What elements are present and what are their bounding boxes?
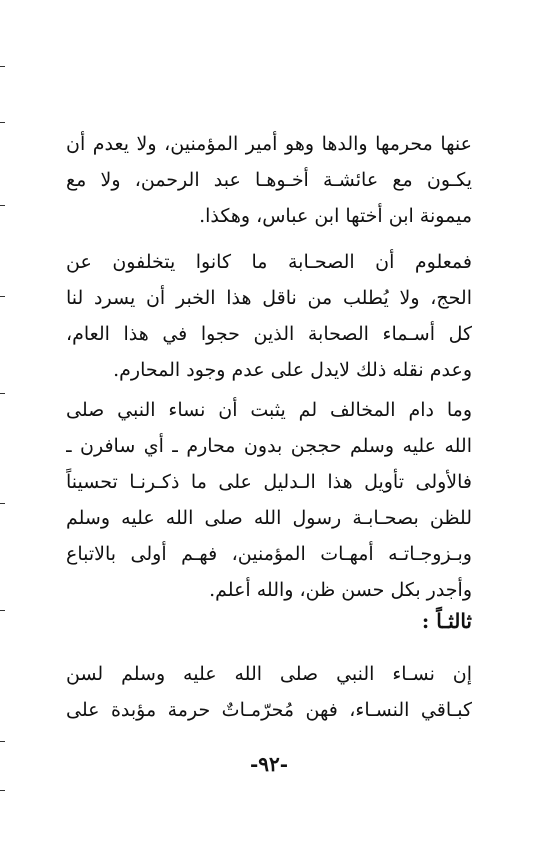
section-heading: ثالثـاً : [421, 609, 472, 633]
text-line: كل أسـماء الصحابة الذين حجوا في هذا العام، [66, 323, 472, 345]
text-line: فمعلوم أن الصحـابة ما كانوا يتخلفون عن [66, 251, 472, 273]
margin-mark [0, 205, 5, 206]
text-line: إن نسـاء النبي صلى الله عليه وسلم لسن [66, 663, 472, 685]
margin-mark [0, 122, 5, 123]
text-line: للظن بصحـابـة رسول الله صلى الله عليه وسلم [66, 507, 472, 529]
text-line: الحج، ولا يُطلب من ناقل هذا الخبر أن يسرد لنا [66, 287, 472, 309]
text-line: عنها محرمها والدها وهو أمير المؤمنين، ولا يعدم أن [66, 133, 472, 155]
paragraph-3 [66, 392, 472, 608]
margin-mark [0, 741, 5, 742]
text-line: وبـزوجـاتـه أمهـات المؤمنين، فهـم أولى بالاتباع [66, 543, 472, 565]
text-line: وأجدر بكل حسن ظن، والله أعلم. [209, 579, 472, 601]
margin-mark [0, 393, 5, 394]
text-line: وما دام المخالف لم يثبت أن نساء النبي صلى [66, 399, 472, 421]
margin-mark [0, 296, 5, 297]
margin-mark [0, 790, 5, 791]
paragraph-1 [66, 126, 472, 234]
text-line: الله عليه وسلم حججن بدون محارم ـ أي سافرن ـ [66, 435, 472, 457]
text-line: يكـون مع عائشـة أخـوهـا عبد الرحمن، ولا مع [66, 169, 472, 191]
paragraph-2 [66, 244, 472, 388]
text-line: وعدم نقله ذلك لايدل على عدم وجود المحارم. [113, 359, 472, 381]
text-line: فالأولى تأويل هذا الـدليل على ما ذكـرنـا تحسيناً [66, 471, 472, 493]
paragraph-4 [66, 656, 472, 728]
margin-mark [0, 66, 5, 67]
page-number: -٩٢- [249, 752, 289, 776]
margin-mark [0, 503, 5, 504]
text-line: كبـاقي النسـاء، فهن مُحرّمـاتٌ حرمة مؤبدة على [66, 699, 472, 721]
margin-mark [0, 610, 5, 611]
text-line: ميمونة ابن أختها ابن عباس، وهكذا. [199, 205, 472, 227]
